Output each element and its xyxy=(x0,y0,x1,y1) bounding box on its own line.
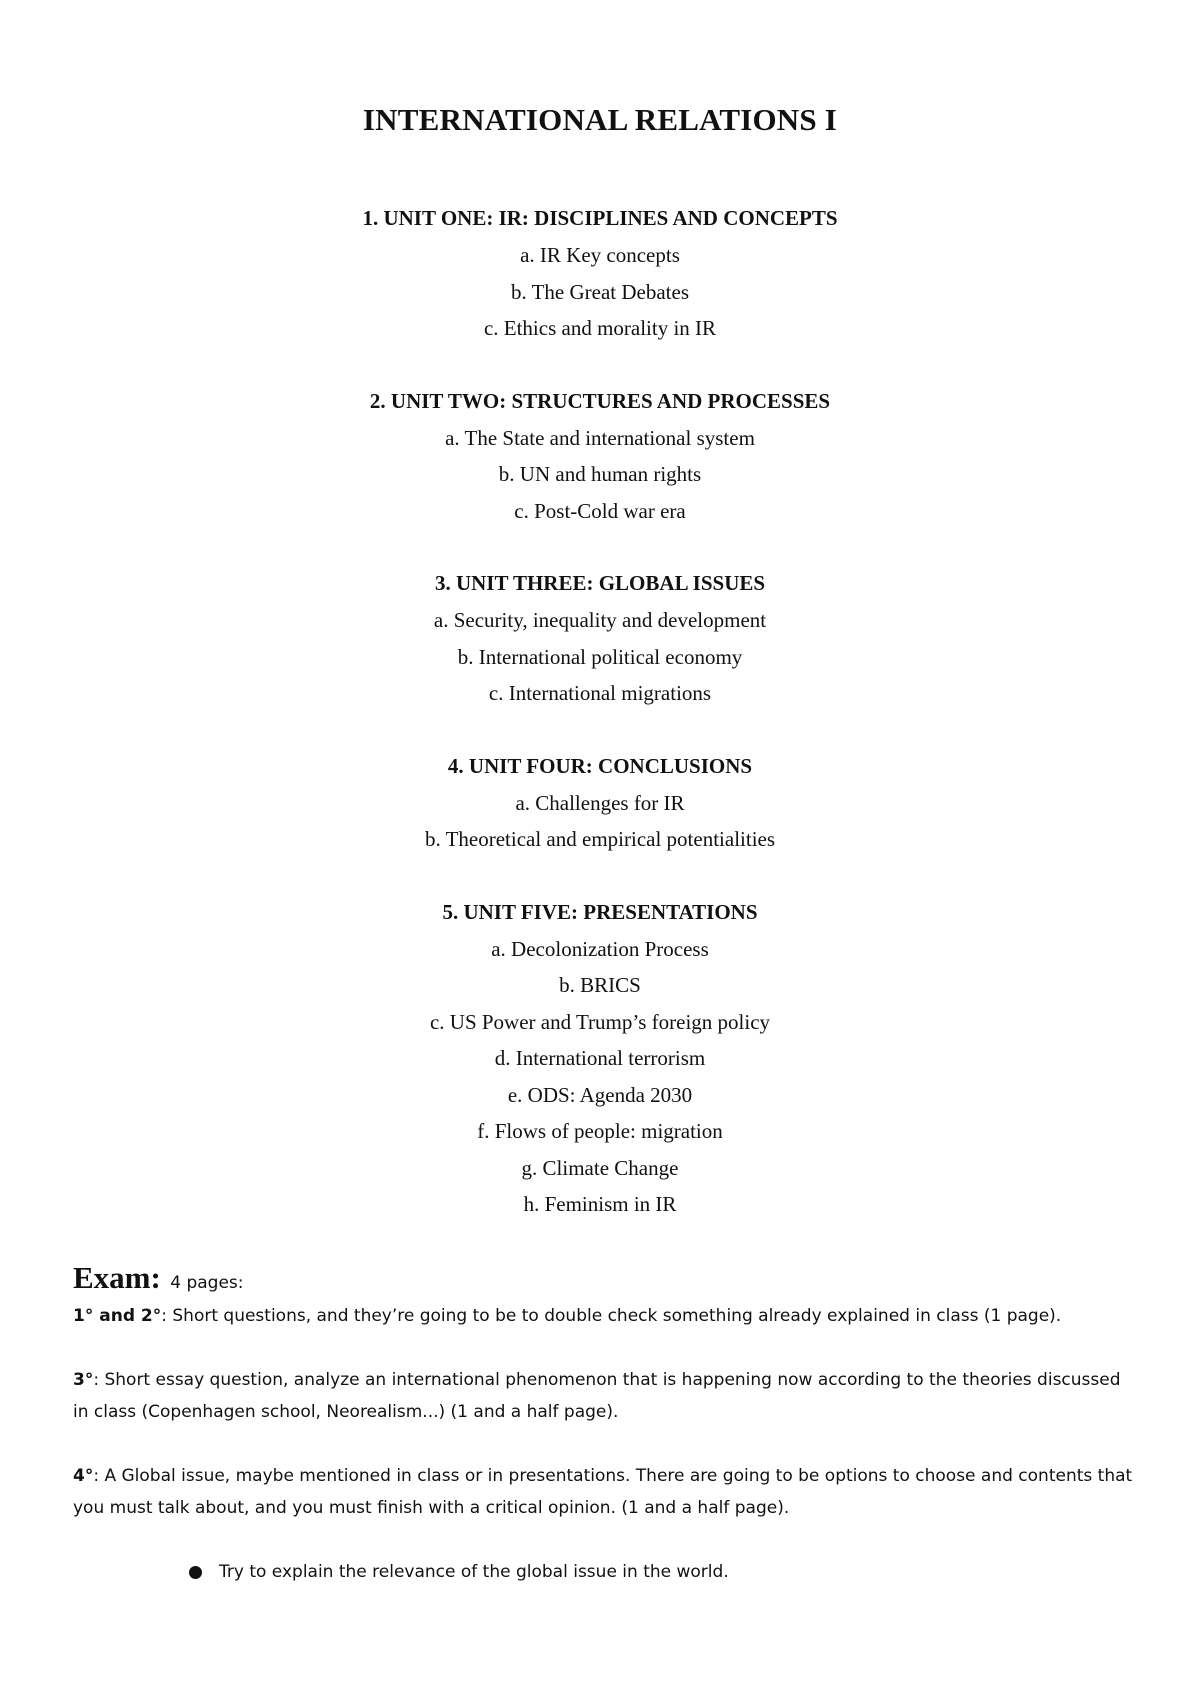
unit-item: b. International political economy xyxy=(457,644,743,669)
unit-item: d. International terrorism xyxy=(494,1046,706,1070)
unit-item: c. Ethics and morality in IR xyxy=(483,316,717,340)
unit-5 xyxy=(0,894,1200,1223)
unit-item: b. The Great Debates xyxy=(510,279,690,304)
question-label: 1° and 2° xyxy=(73,1306,162,1326)
unit-item: a. IR Key concepts xyxy=(520,243,680,267)
units-list xyxy=(0,200,1200,1259)
unit-item: b. BRICS xyxy=(559,973,641,997)
exam-title: Exam: xyxy=(73,1260,161,1295)
unit-heading: 2. UNIT TWO: STRUCTURES AND PROCESSES xyxy=(369,388,831,413)
question-label: 3° xyxy=(73,1370,94,1390)
question-text: : Short questions, and they’re going to be to double check something already explained in class (1 page). xyxy=(161,1306,1062,1326)
unit-item: c. US Power and Trump’s foreign policy xyxy=(429,1009,771,1034)
exam-subtitle: 4 pages: xyxy=(170,1273,244,1293)
unit-item: a. The State and international system xyxy=(445,425,755,450)
unit-item: h. Feminism in IR xyxy=(523,1192,677,1216)
question-text: : Short essay question, analyze an international phenomenon that is happening now according to the theories discussed in class (Copenhagen school, Neorealism...) (1 and a half page). xyxy=(73,1370,1121,1422)
unit-item: g. Climate Change xyxy=(521,1155,679,1180)
document-title: INTERNATIONAL RELATIONS I xyxy=(362,102,838,137)
unit-item: a. Decolonization Process xyxy=(491,936,709,961)
unit-heading: 3. UNIT THREE: GLOBAL ISSUES xyxy=(434,571,766,595)
unit-heading: 4. UNIT FOUR: CONCLUSIONS xyxy=(447,753,753,778)
unit-item: c. International migrations xyxy=(488,681,712,705)
unit-1 xyxy=(0,200,1200,347)
bullet-text: Try to explain the relevance of the global issue in the world. xyxy=(219,1562,729,1582)
unit-item: b. UN and human rights xyxy=(498,462,702,486)
unit-heading: 1. UNIT ONE: IR: DISCIPLINES AND CONCEPTS xyxy=(362,206,838,230)
unit-heading: 5. UNIT FIVE: PRESENTATIONS xyxy=(442,899,758,924)
unit-item: a. Security, inequality and development xyxy=(433,608,767,632)
unit-item: c. Post-Cold war era xyxy=(514,498,686,523)
exam-header xyxy=(73,1258,1133,1298)
unit-3 xyxy=(0,565,1200,712)
exam-question-4 xyxy=(73,1460,1133,1524)
exam-question-1-2 xyxy=(73,1300,1133,1332)
unit-item: e. ODS: Agenda 2030 xyxy=(507,1082,693,1107)
exam-section xyxy=(73,1258,1133,1588)
bullet-dot-icon xyxy=(189,1566,202,1579)
exam-question-3 xyxy=(73,1364,1133,1428)
unit-2 xyxy=(0,383,1200,530)
question-label: 4° xyxy=(73,1466,94,1486)
unit-item: a. Challenges for IR xyxy=(515,790,685,815)
unit-item: b. Theoretical and empirical potentialities xyxy=(424,827,776,851)
unit-item: f. Flows of people: migration xyxy=(477,1119,723,1143)
unit-4 xyxy=(0,748,1200,858)
question-text: : A Global issue, maybe mentioned in class or in presentations. There are going to be options to choose and contents that you must talk about, and you must finish with a critical opinion. (1 and a half page). xyxy=(73,1466,1133,1518)
bullet-item xyxy=(185,1556,1133,1588)
